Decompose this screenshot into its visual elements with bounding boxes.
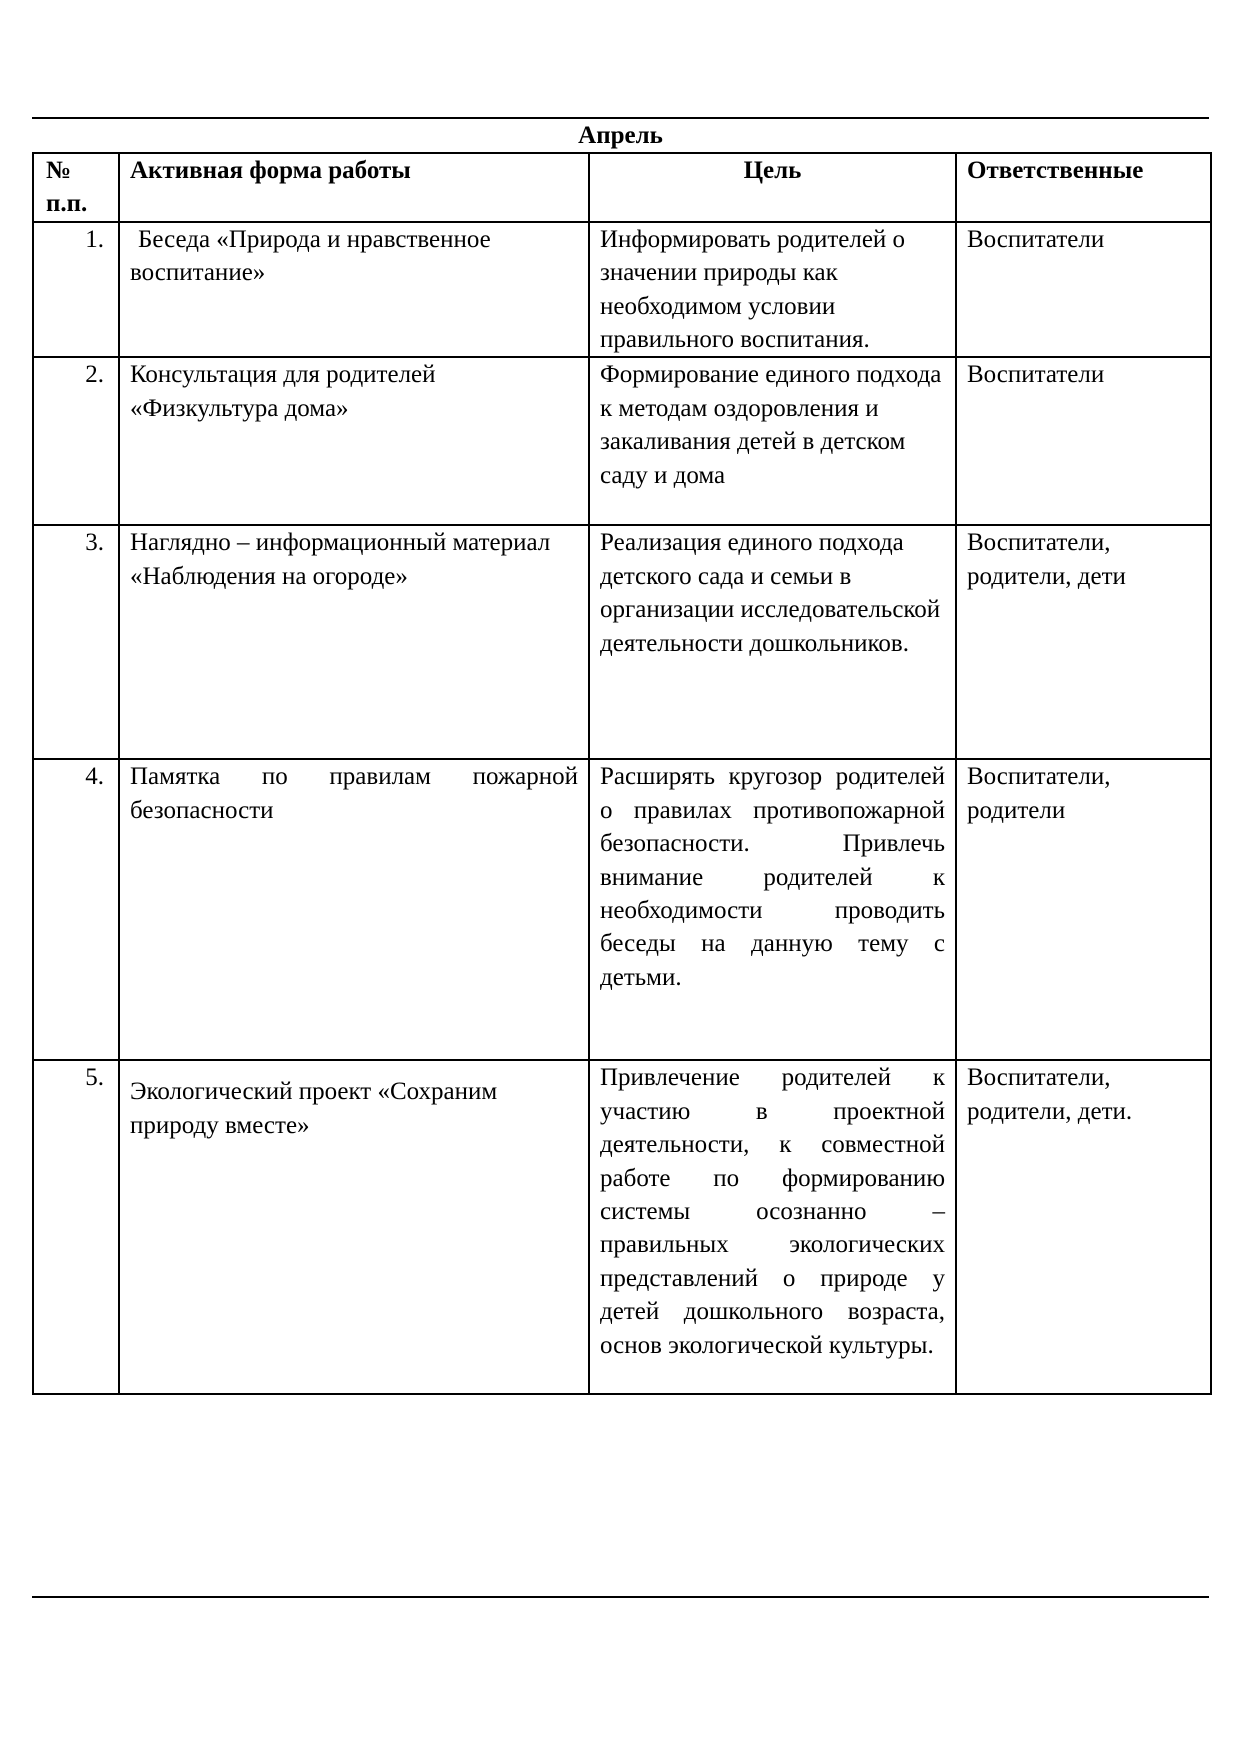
header-rule — [32, 117, 1209, 119]
month-title: Апрель — [578, 122, 663, 149]
row-activity: Консультация для родителей «Физкультура дома» — [119, 357, 589, 525]
row-number: 4. — [33, 759, 119, 1060]
table-row — [33, 1060, 1211, 1394]
row-responsible: Воспитатели, родители — [956, 759, 1211, 1060]
work-plan-table — [32, 152, 1212, 1395]
row-activity: Экологический проект «Сохраним природу вместе» — [130, 1078, 498, 1139]
row-activity-cell — [119, 222, 589, 358]
row-activity: Беседа «Природа и нравственное воспитание» — [130, 225, 491, 287]
row-number: 3. — [33, 525, 119, 759]
header-goal: Цель — [589, 153, 956, 222]
row-goal: Привлечение родителей к участию в проектной деятельности, к совместной работе по формированию системы осознанно – правильных экологических представлений о природе у детей дошкольного возраста, основ экологической культуры. — [589, 1060, 956, 1394]
row-activity-cell — [119, 1060, 589, 1394]
row-goal: Информировать родителей о значении природы как необходимом условии правильного воспитания. — [589, 222, 956, 358]
row-number: 5. — [33, 1060, 119, 1394]
table-row — [33, 222, 1211, 358]
table-row — [33, 759, 1211, 1060]
row-goal: Формирование единого подхода к методам оздоровления и закаливания детей в детском саду и дома — [589, 357, 956, 525]
row-responsible: Воспитатели — [956, 357, 1211, 525]
table-row — [33, 357, 1211, 525]
table-header-row — [33, 153, 1211, 222]
row-responsible: Воспитатели, родители, дети — [956, 525, 1211, 759]
row-number: 2. — [33, 357, 119, 525]
row-number: 1. — [33, 222, 119, 358]
table-row — [33, 525, 1211, 759]
header-activity: Активная форма работы — [119, 153, 589, 222]
row-responsible: Воспитатели — [956, 222, 1211, 358]
footer-rule — [32, 1596, 1209, 1598]
row-activity: Памятка по правилам пожарной безопасности — [119, 759, 589, 1060]
row-activity: Наглядно – информационный материал «Наблюдения на огороде» — [119, 525, 589, 759]
row-goal: Расширять кругозор родителей о правилах противопожарной безопасности. Привлечь внимание родителей к необходимости проводить беседы на данную тему с детьми. — [589, 759, 956, 1060]
row-goal: Реализация единого подхода детского сада и семьи в организации исследовательской деятельности дошкольников. — [589, 525, 956, 759]
row-responsible: Воспитатели, родители, дети. — [956, 1060, 1211, 1394]
header-num: № п.п. — [33, 153, 119, 222]
header-responsible: Ответственные — [956, 153, 1211, 222]
